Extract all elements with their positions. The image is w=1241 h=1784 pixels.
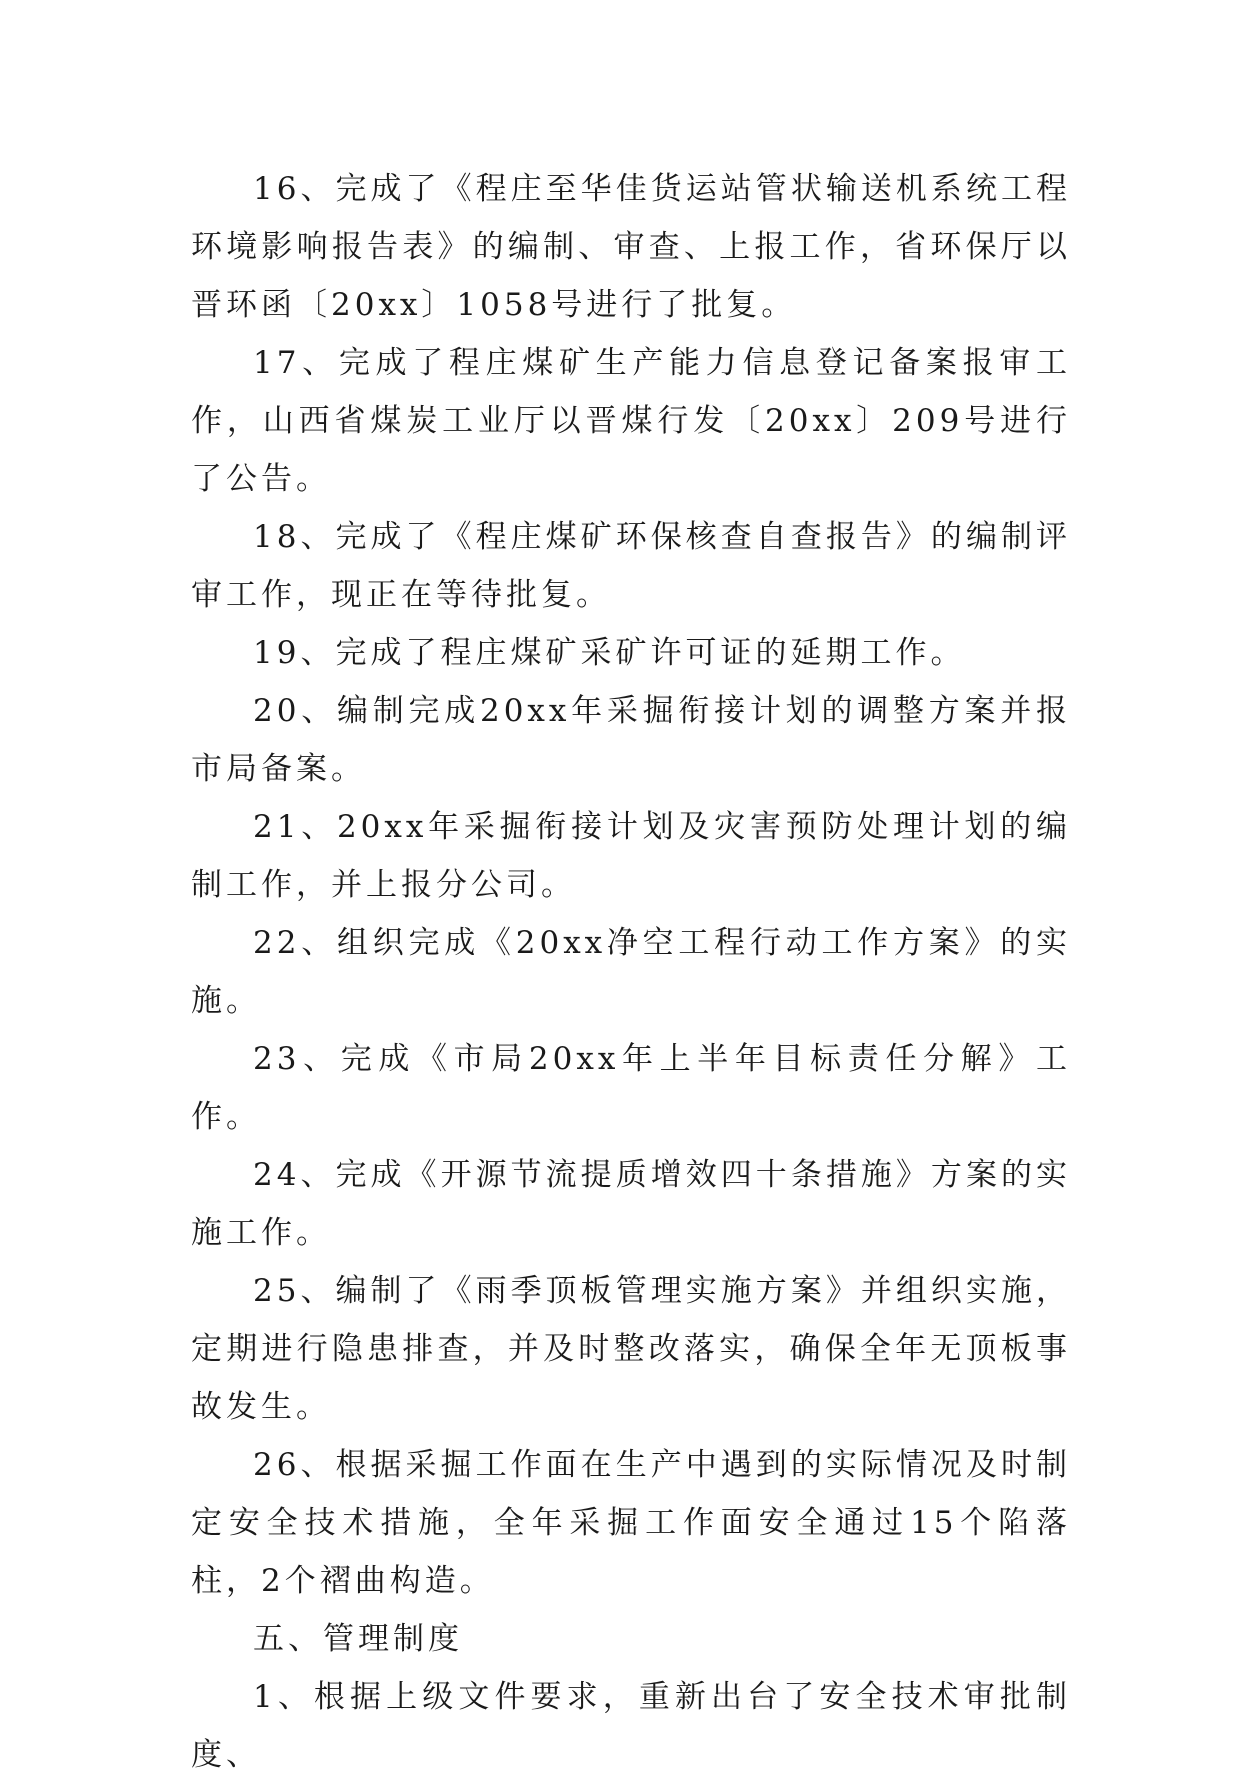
paragraph-item-25: 25、编制了《雨季顶板管理实施方案》并组织实施，定期进行隐患排查，并及时整改落实，确保全年无顶板事故发生。 [191, 1273, 1071, 1425]
paragraph-item-23: 23、完成《市局20xx年上半年目标责任分解》工作。 [191, 1041, 1071, 1135]
paragraph-item-17: 17、完成了程庄煤矿生产能力信息登记备案报审工作，山西省煤炭工业厅以晋煤行发〔20xx〕209号进行了公告。 [191, 345, 1071, 497]
paragraph-item-24: 24、完成《开源节流提质增效四十条措施》方案的实施工作。 [191, 1157, 1071, 1251]
paragraph-item-19: 19、完成了程庄煤矿采矿许可证的延期工作。 [253, 635, 966, 671]
paragraph-item-22: 22、组织完成《20xx净空工程行动工作方案》的实施。 [191, 925, 1071, 1019]
paragraph-item-26: 26、根据采掘工作面在生产中遇到的实际情况及时制定安全技术措施，全年采掘工作面安全通过15个陷落柱，2个褶曲构造。 [191, 1447, 1071, 1599]
section-heading-management: 五、管理制度 [253, 1621, 463, 1657]
paragraph-item-21: 21、20xx年采掘衔接计划及灾害预防处理计划的编制工作，并上报分公司。 [191, 809, 1071, 903]
paragraph-item-18: 18、完成了《程庄煤矿环保核查自查报告》的编制评审工作，现正在等待批复。 [191, 519, 1071, 613]
paragraph-item-20: 20、编制完成20xx年采掘衔接计划的调整方案并报市局备案。 [191, 693, 1071, 787]
paragraph-item-16: 16、完成了《程庄至华佳货运站管状输送机系统工程环境影响报告表》的编制、审查、上报工作，省环保厅以晋环函〔20xx〕1058号进行了批复。 [191, 171, 1071, 323]
paragraph-item-1: 1、根据上级文件要求，重新出台了安全技术审批制度、 [191, 1679, 1071, 1773]
document-body [191, 160, 1071, 1784]
